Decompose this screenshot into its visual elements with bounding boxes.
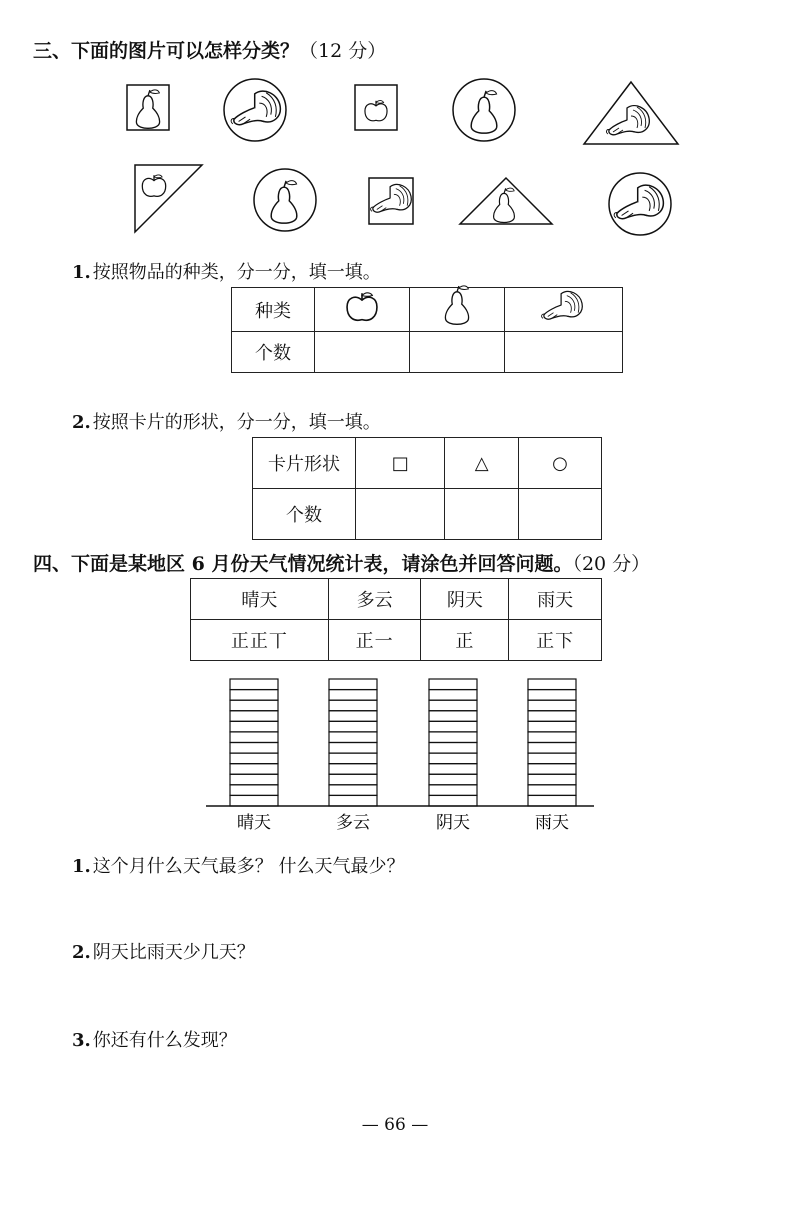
grid-cell[interactable] (429, 690, 477, 701)
grid-cell[interactable] (329, 795, 377, 806)
bar-column-2[interactable] (429, 679, 477, 833)
tally-cloudy: 正一 (328, 620, 421, 661)
grid-cell[interactable] (230, 764, 278, 775)
grid-cell[interactable] (329, 711, 377, 722)
grid-cell[interactable] (329, 732, 377, 743)
grid-cell[interactable] (429, 700, 477, 711)
x-axis-label-0: 晴天 (237, 813, 271, 833)
grid-cell[interactable] (528, 721, 576, 732)
x-axis-label-1: 多云 (336, 813, 370, 833)
grid-cell[interactable] (230, 721, 278, 732)
grid-cell[interactable] (230, 711, 278, 722)
grid-cell[interactable] (230, 690, 278, 701)
grid-cell[interactable] (429, 785, 477, 796)
section4-points: （20 分） (572, 553, 651, 575)
grid-cell[interactable] (528, 732, 576, 743)
grid-cell[interactable] (528, 679, 576, 690)
weather-question-2: 2. 阴天比雨天少几天？ (72, 942, 255, 963)
grid-cell[interactable] (329, 785, 377, 796)
grid-cell[interactable] (329, 774, 377, 785)
grid-cell[interactable] (429, 721, 477, 732)
grid-cell[interactable] (528, 700, 576, 711)
tally-rainy: 正下 (509, 620, 602, 661)
grid-cell[interactable] (429, 679, 477, 690)
grid-cell[interactable] (429, 764, 477, 775)
bar-column-1[interactable] (329, 679, 377, 833)
weather-question-3: 3. 你还有什么发现？ (72, 1030, 237, 1051)
bar-column-3[interactable] (528, 679, 576, 833)
grid-cell[interactable] (528, 690, 576, 701)
grid-cell[interactable] (329, 690, 377, 701)
grid-cell[interactable] (230, 795, 278, 806)
grid-cell[interactable] (329, 721, 377, 732)
category-row-label: 种类 (232, 288, 315, 332)
grid-cell[interactable] (230, 753, 278, 764)
grid-cell[interactable] (528, 743, 576, 754)
circle-shape-cell: ○ (519, 438, 602, 489)
grid-cell[interactable] (329, 679, 377, 690)
x-axis-label-3: 雨天 (535, 813, 569, 833)
section3-points: （12 分） (299, 40, 387, 62)
grid-cell[interactable] (230, 774, 278, 785)
grid-cell[interactable] (528, 764, 576, 775)
weather-header-sunny: 晴天 (191, 579, 329, 620)
bar-column-0[interactable] (230, 679, 278, 833)
grid-cell[interactable] (329, 764, 377, 775)
weather-header-overcast: 阴天 (421, 579, 509, 620)
grid-cell[interactable] (329, 700, 377, 711)
tally-sunny: 正正丅 (191, 620, 329, 661)
grid-cell[interactable] (429, 711, 477, 722)
grid-cell[interactable] (429, 774, 477, 785)
grid-cell[interactable] (230, 700, 278, 711)
grid-cell[interactable] (429, 753, 477, 764)
grid-cell[interactable] (528, 774, 576, 785)
tally-overcast: 正 (421, 620, 509, 661)
grid-cell[interactable] (230, 732, 278, 743)
shape-row-label: 卡片形状 (253, 438, 356, 489)
grid-cell[interactable] (230, 679, 278, 690)
count-row-label: 个数 (232, 332, 315, 373)
x-axis-label-2: 阴天 (436, 813, 470, 833)
grid-cell[interactable] (429, 795, 477, 806)
square-shape-cell: □ (356, 438, 445, 489)
question-2: 2. 按照卡片的形状，分一分，填一填。 (72, 412, 381, 433)
grid-cell[interactable] (329, 743, 377, 754)
weather-question-1: 1. 这个月什么天气最多？ 什么天气最少？ (72, 856, 405, 877)
grid-cell[interactable] (230, 785, 278, 796)
triangle-shape-cell: △ (445, 438, 519, 489)
question-1: 1. 按照物品的种类，分一分，填一填。 (72, 262, 381, 283)
weather-header-rainy: 雨天 (509, 579, 602, 620)
grid-cell[interactable] (528, 795, 576, 806)
shape-count-row-label: 个数 (253, 489, 356, 540)
grid-cell[interactable] (528, 753, 576, 764)
grid-cell[interactable] (528, 711, 576, 722)
page-number: — 66 — (361, 1115, 429, 1135)
grid-cell[interactable] (429, 732, 477, 743)
grid-cell[interactable] (528, 785, 576, 796)
grid-cell[interactable] (429, 743, 477, 754)
section3-title: 三、下面的图片可以怎样分类？（12 分） (33, 40, 387, 62)
grid-cell[interactable] (230, 743, 278, 754)
weather-header-cloudy: 多云 (328, 579, 421, 620)
grid-cell[interactable] (329, 753, 377, 764)
section4-title: 四、下面是某地区 6 月份天气情况统计表，请涂色并回答问题。（20 分） (33, 553, 651, 575)
